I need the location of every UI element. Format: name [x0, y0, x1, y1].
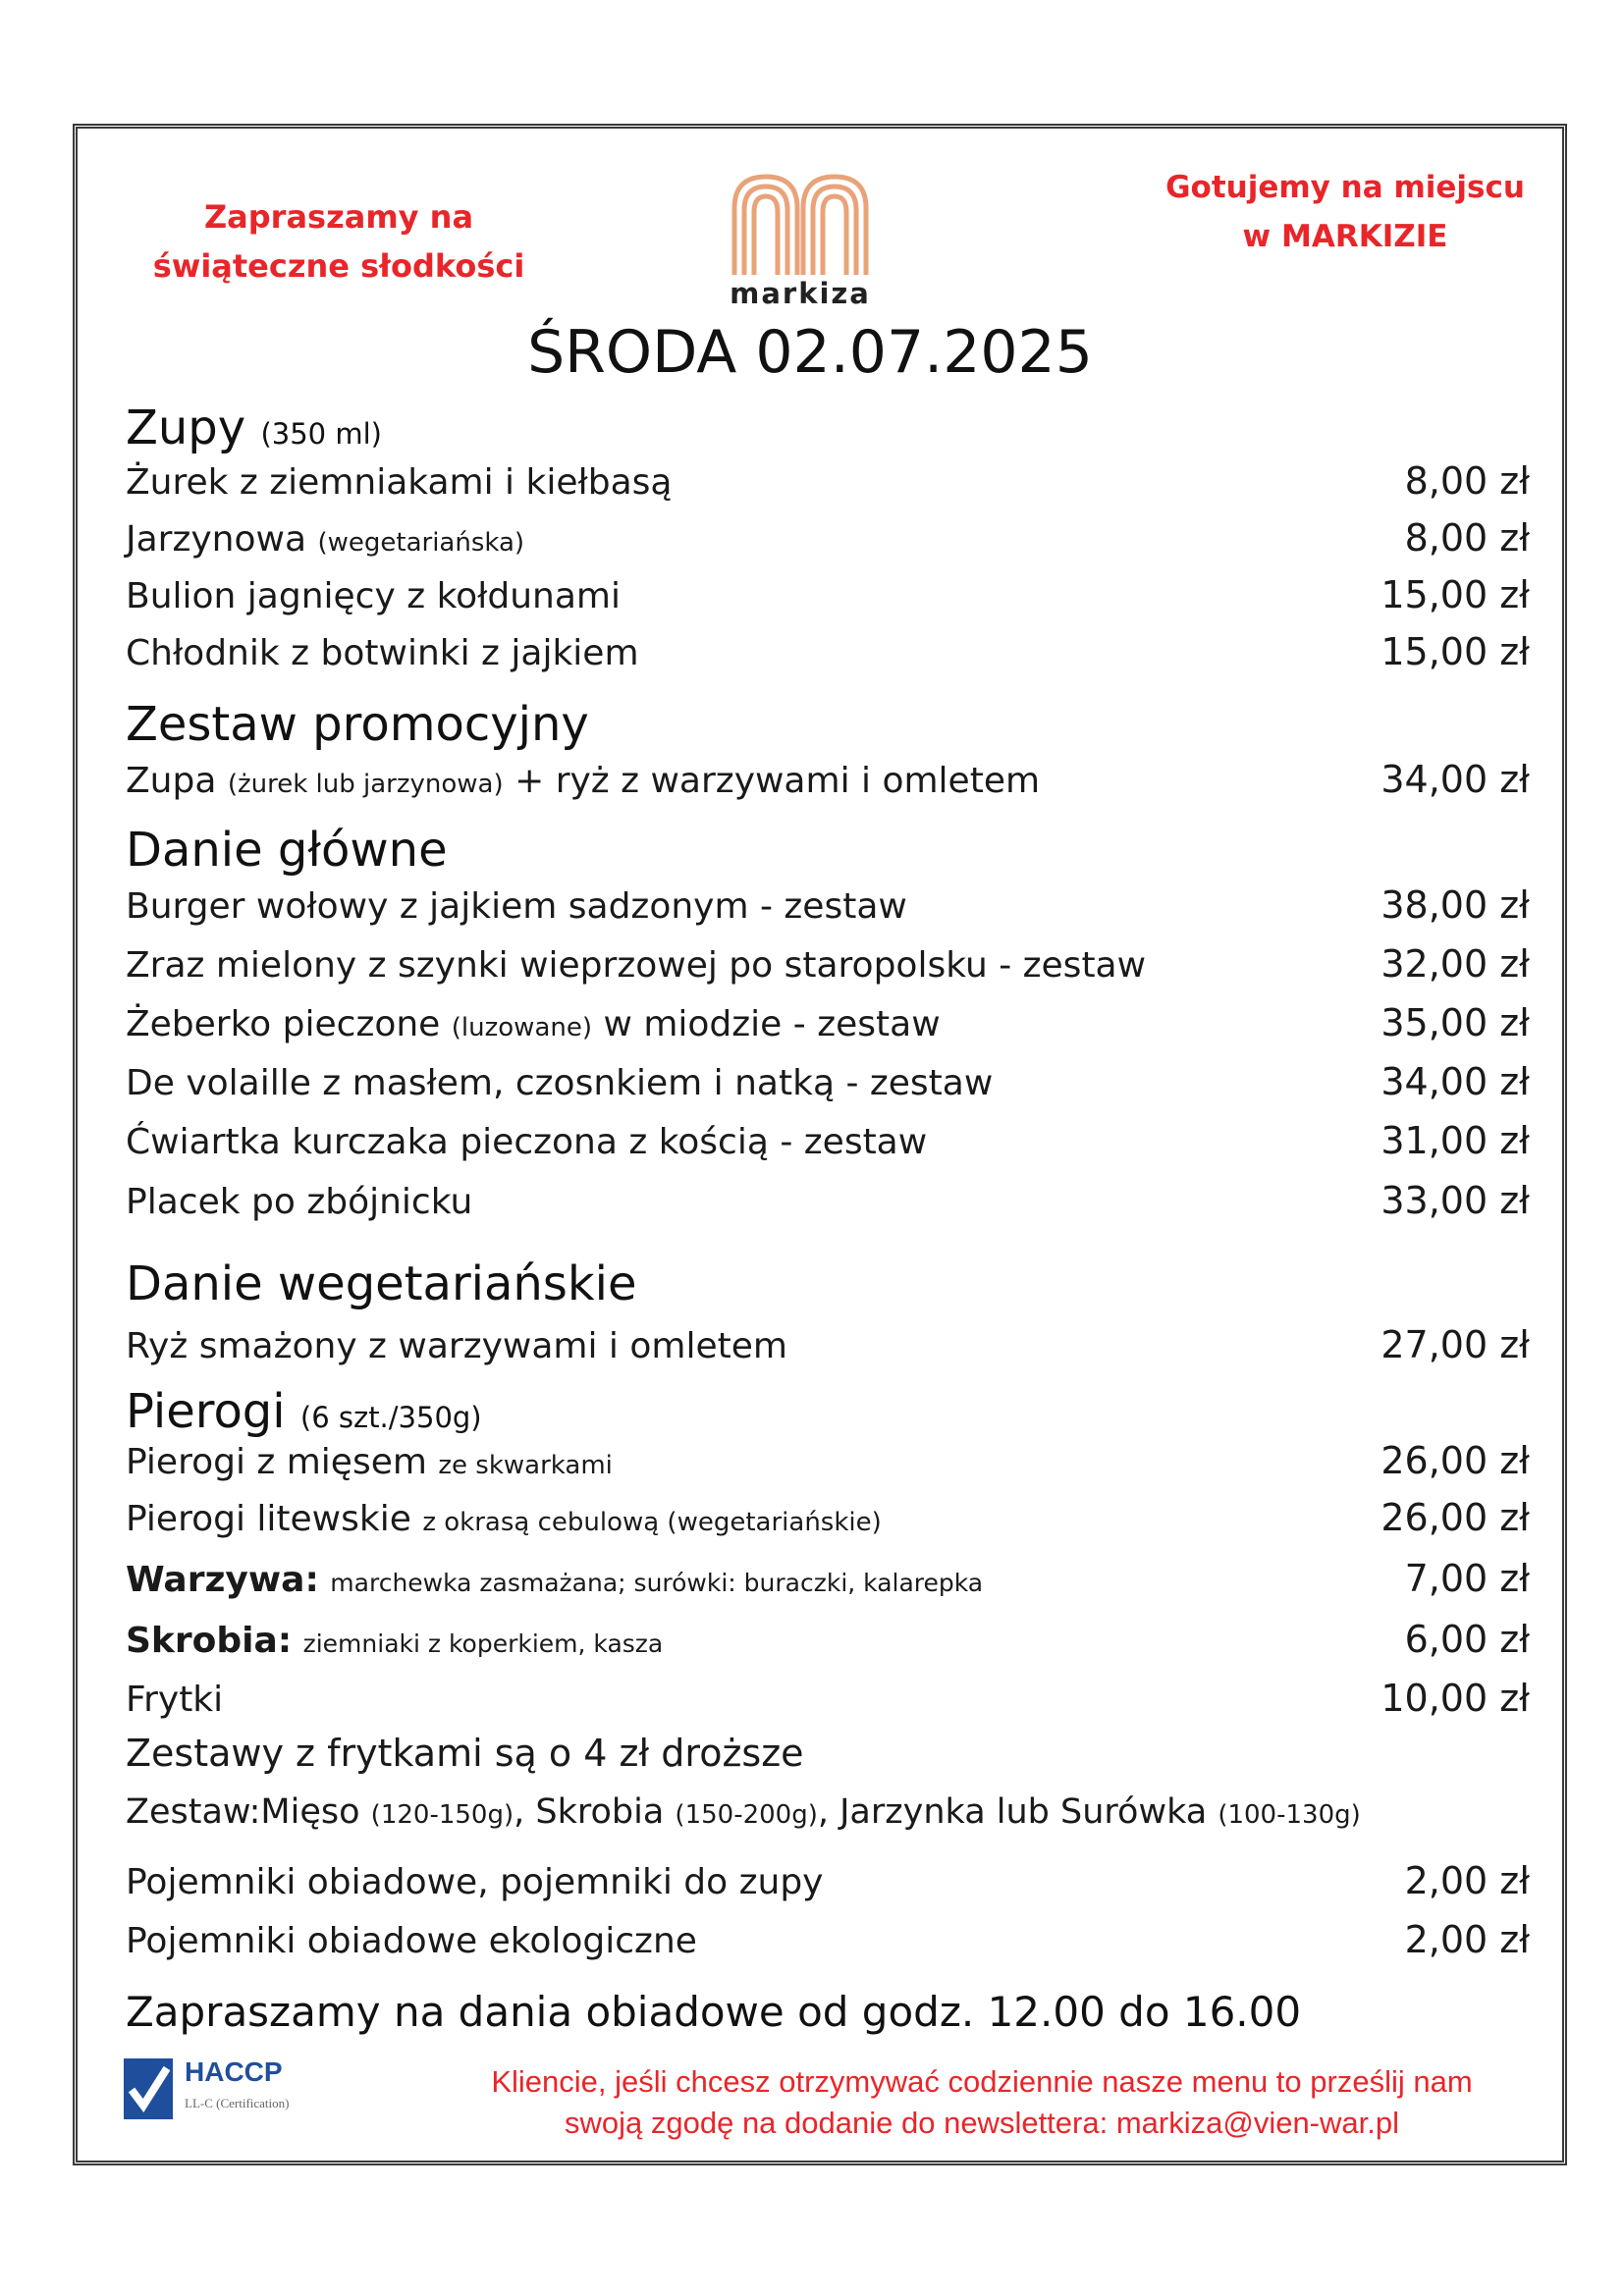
set-info-b: , Skrobia — [514, 1792, 665, 1832]
pierogi-note: (6 szt./350g) — [299, 1401, 482, 1434]
markiza-logo-icon — [727, 169, 874, 277]
promo-right-line-1: Gotujemy na miejscu — [1165, 170, 1525, 205]
menu-item — [126, 1060, 1530, 1115]
item-price: 2,00 zł — [1404, 1918, 1530, 1961]
item-name — [126, 1499, 882, 1539]
item-name: De volaille z masłem, czosnkiem i natką - zestaw — [126, 1063, 994, 1103]
menu-item — [126, 758, 1530, 813]
section-promo-set: Zestaw promocyjny — [126, 697, 589, 752]
item-note: (luzowane) — [451, 1013, 592, 1042]
item-price: 26,00 zł — [1380, 1496, 1530, 1539]
side-note: ziemniaki z koperkiem, kasza — [302, 1629, 664, 1658]
day-title: ŚRODA 02.07.2025 — [527, 318, 1093, 387]
item-note: (wegetariańska) — [317, 528, 525, 558]
haccp-label: HACCP — [185, 2056, 283, 2087]
soups-note: (350 ml) — [260, 417, 382, 451]
item-name-b: + ryż z warzywami i omletem — [514, 761, 1041, 801]
item-note: z okrasą cebulową (wegetariańskie) — [422, 1508, 882, 1537]
item-name: Pojemniki obiadowe ekologiczne — [126, 1921, 697, 1961]
menu-item — [126, 1496, 1530, 1551]
item-price: 26,00 zł — [1380, 1439, 1530, 1482]
menu-item — [126, 883, 1530, 938]
item-price: 8,00 zł — [1404, 516, 1530, 560]
item-name: Placek po zbójnicku — [126, 1182, 473, 1222]
section-mains: Danie główne — [126, 823, 448, 878]
item-name — [126, 1442, 613, 1482]
newsletter-line-1: Kliencie, jeśli chcesz otrzymywać codziennie nasze menu to prześlij nam — [491, 2064, 1473, 2099]
set-info-c-note: (100-130g) — [1218, 1800, 1361, 1830]
set-info-c: , Jarzynka lub Surówka — [817, 1792, 1208, 1832]
menu-item — [126, 942, 1530, 997]
item-price: 31,00 zł — [1380, 1119, 1530, 1162]
promo-left — [147, 192, 530, 291]
item-price: 27,00 zł — [1380, 1323, 1530, 1366]
item-name-text: Pierogi z mięsem — [126, 1442, 427, 1482]
menu-item — [126, 516, 1530, 571]
promo-left-line-2: świąteczne słodkości — [152, 247, 525, 285]
menu-item — [126, 1323, 1530, 1378]
item-name: Ryż smażony z warzywami i omletem — [126, 1326, 787, 1366]
item-name-a: Żeberko pieczone — [126, 1004, 441, 1044]
haccp-sub: LL-C (Certification) — [185, 2096, 290, 2110]
menu-item — [126, 573, 1530, 628]
newsletter-note — [412, 2061, 1551, 2144]
item-price: 33,00 zł — [1380, 1179, 1530, 1222]
item-name: Pojemniki obiadowe, pojemniki do zupy — [126, 1862, 824, 1902]
item-price: 15,00 zł — [1380, 630, 1530, 673]
item-price: 2,00 zł — [1404, 1859, 1530, 1902]
haccp-badge — [122, 2056, 328, 2127]
item-name: Frytki — [126, 1680, 224, 1720]
set-info — [126, 1792, 1361, 1832]
item-name: Ćwiartka kurczaka pieczona z kością - zestaw — [126, 1122, 928, 1162]
fries-note: Zestawy z frytkami są o 4 zł droższe — [126, 1732, 804, 1775]
menu-item — [126, 1119, 1530, 1174]
menu-item — [126, 1859, 1530, 1914]
promo-left-line-1: Zapraszamy na — [203, 198, 474, 236]
item-price: 32,00 zł — [1380, 942, 1530, 986]
item-price: 6,00 zł — [1404, 1618, 1530, 1661]
menu-item — [126, 1001, 1530, 1056]
newsletter-line-2: swoją zgodę na dodanie do newslettera: markiza@vien-war.pl — [565, 2106, 1399, 2140]
item-note: ze skwarkami — [438, 1451, 613, 1480]
closing-line: Zapraszamy na dania obiadowe od godz. 12.00 do 16.00 — [126, 1988, 1302, 2036]
side-label: Skrobia: — [126, 1621, 293, 1661]
item-price: 8,00 zł — [1404, 459, 1530, 503]
menu-item — [126, 1918, 1530, 1973]
side-note: marchewka zasmażana; surówki: buraczki, kalarepka — [330, 1569, 984, 1597]
item-name — [126, 1621, 663, 1661]
item-name-text: Pierogi litewskie — [126, 1499, 411, 1539]
item-name: Zraz mielony z szynki wieprzowej po staropolsku - zestaw — [126, 945, 1147, 986]
item-name: Chłodnik z botwinki z jajkiem — [126, 633, 639, 673]
item-name: Żurek z ziemniakami i kiełbasą — [126, 462, 673, 503]
item-price: 7,00 zł — [1404, 1557, 1530, 1600]
menu-item — [126, 459, 1530, 514]
section-pierogi — [126, 1384, 482, 1439]
item-price: 10,00 zł — [1380, 1677, 1530, 1720]
item-name — [126, 1004, 941, 1044]
haccp-check-icon — [122, 2056, 175, 2121]
set-info-a: Zestaw:Mięso — [126, 1792, 360, 1832]
item-price: 34,00 zł — [1380, 758, 1530, 801]
promo-right-line-2: w MARKIZIE — [1242, 219, 1448, 254]
item-name-a: Zupa — [126, 761, 217, 801]
item-price: 35,00 zł — [1380, 1001, 1530, 1044]
item-name: Burger wołowy z jajkiem sadzonym - zestaw — [126, 886, 907, 927]
item-name — [126, 519, 524, 560]
item-price: 15,00 zł — [1380, 573, 1530, 616]
menu-item — [126, 1677, 1530, 1732]
menu-item — [126, 1557, 1530, 1612]
item-name-b: w miodzie - zestaw — [603, 1004, 941, 1044]
item-name — [126, 761, 1040, 801]
side-label: Warzywa: — [126, 1560, 319, 1600]
logo-text: markiza — [730, 277, 871, 310]
section-soups — [126, 400, 382, 455]
soups-title: Zupy — [126, 400, 246, 455]
section-vegetarian: Danie wegetariańskie — [126, 1256, 637, 1311]
menu-item — [126, 1439, 1530, 1494]
set-info-a-note: (120-150g) — [370, 1800, 514, 1830]
pierogi-title: Pierogi — [126, 1384, 286, 1439]
item-name-text: Jarzynowa — [126, 519, 307, 560]
menu-item — [126, 1179, 1530, 1234]
menu-item — [126, 630, 1530, 685]
item-price: 34,00 zł — [1380, 1060, 1530, 1103]
item-name — [126, 1560, 983, 1600]
item-price: 38,00 zł — [1380, 883, 1530, 927]
menu-item — [126, 1618, 1530, 1673]
item-note: (żurek lub jarzynowa) — [227, 770, 504, 799]
promo-right — [1149, 163, 1542, 261]
item-name: Bulion jagnięcy z kołdunami — [126, 576, 621, 616]
set-info-b-note: (150-200g) — [675, 1800, 818, 1830]
